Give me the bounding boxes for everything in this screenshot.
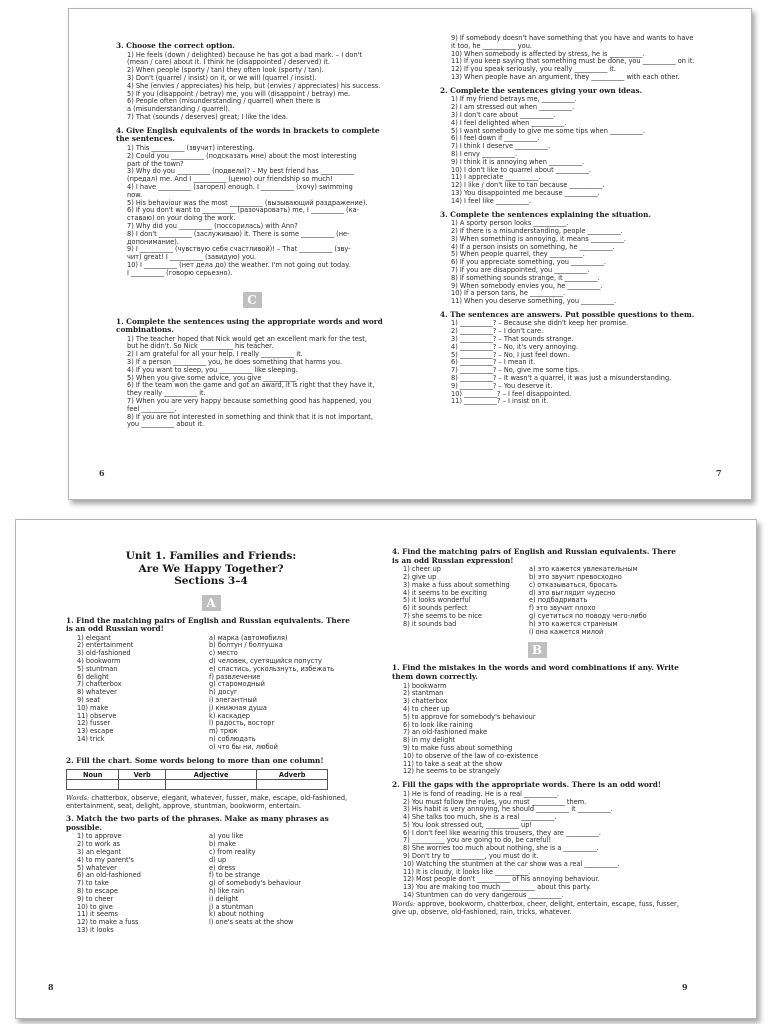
unit-title-line: Sections 3–4 xyxy=(174,575,248,587)
exercise-line: 6) If you don't want to __________ (разочаровать) me, I __________ (ка- xyxy=(127,206,359,215)
list-item: 10) make xyxy=(77,703,109,712)
exercise-line: 3) chatterbox xyxy=(403,697,448,706)
exercise-lines xyxy=(116,52,388,122)
list-item: 4) bookworm xyxy=(77,657,121,666)
section-marker-c: C xyxy=(243,292,262,308)
list-item: 1) to approve xyxy=(77,832,122,841)
exercise-line: 5) When you give some advice, you give __________. xyxy=(127,373,299,382)
exercise-line: 6) to look like raining xyxy=(403,720,473,729)
list-item: i) она кажется милой xyxy=(529,627,604,636)
list-item: 7) she seems to be nice xyxy=(403,611,482,620)
list-item: b) это звучит превосходно xyxy=(529,572,622,581)
exercise-title: 1. Find the matching pairs of English and Russian equivalents. There is an odd Russian word! xyxy=(66,615,350,634)
list-item: 3) make a fuss about something xyxy=(403,580,510,589)
exercise-line: 8) I envy __________. xyxy=(451,149,518,158)
exercise-line: 9) If somebody doesn't have something that you have and wants to have xyxy=(451,34,694,42)
page-9 xyxy=(386,520,756,1018)
exercise-line: 10) __________? – I feel disappointed. xyxy=(451,389,572,398)
list-item: m) трюк xyxy=(209,727,238,736)
fill-chart-table xyxy=(66,769,328,790)
exercise-line: 4) I have __________ (загорел) enough. I __________ (хочу) swimming xyxy=(127,182,353,191)
page-7 xyxy=(410,9,751,499)
list-item: 6) an old-fashioned xyxy=(77,871,141,880)
bottom-spread xyxy=(15,519,757,1019)
exercise-line: 5) I want somebody to give me some tips when __________. xyxy=(451,126,646,135)
exercise-line: допонимание). xyxy=(127,237,179,246)
table-header: Adverb xyxy=(257,770,328,780)
list-item: 4) it seems to be exciting xyxy=(403,588,487,597)
exercise-title: 3. Choose the correct option. xyxy=(116,41,235,50)
table-cell xyxy=(257,780,328,790)
exercise-line: 9) __________? – You deserve it. xyxy=(451,381,553,390)
exercise-line: 6) I feel down if __________. xyxy=(451,134,540,143)
exercise-title: 1. Find the mistakes in the words and word combinations if any. Write them down correctly. xyxy=(392,663,679,681)
exercise-line: 3) His habit is very annoying, he should __________ it __________. xyxy=(403,805,613,814)
exercise-line: 11) It is cloudy, it looks like __________. xyxy=(403,867,531,876)
exercise-line: 9) Don't try to __________, you must do it. xyxy=(403,852,539,861)
exercise-line: 10) I don't like to quarrel about __________. xyxy=(451,165,591,174)
list-item: 6) it sounds perfect xyxy=(403,604,468,613)
exercise-line: 2) I am stressed out when __________. xyxy=(451,103,575,112)
exercise-line: 2) If there is a misunderstanding, people __________. xyxy=(451,226,623,235)
exercise-line: 1) If my friend betrays me, __________. xyxy=(451,95,577,104)
exercise-line: 2) When people (sporty / tan) they often look (sporty / tan). xyxy=(127,66,324,75)
list-item: 13) escape xyxy=(77,727,114,736)
matching-columns xyxy=(66,833,356,934)
list-item: b) make xyxy=(209,840,236,849)
list-item: h) это кажется странным xyxy=(529,619,618,628)
exercise-line: 8) in my delight xyxy=(403,736,456,745)
right-column xyxy=(529,566,682,636)
list-item: 2) to work as xyxy=(77,840,121,849)
exercise-line: 13) You disappointed me because __________. xyxy=(451,188,600,197)
exercise-line: you __________ about it. xyxy=(127,420,204,429)
left-column xyxy=(77,833,209,934)
top-spread xyxy=(68,8,752,500)
exercise-line: 4) She talks too much, she is a real __________. xyxy=(403,813,557,822)
list-item: k) каскадер xyxy=(209,711,250,720)
exercise-line: 10) to observe of the law of co-existence xyxy=(403,751,539,760)
list-item: a) марка (автомобиля) xyxy=(209,633,288,642)
exercise-line: 8) She worries too much about nothing, she is a __________. xyxy=(403,844,599,853)
exercise-title: 4. Give English equivalents of the words in brackets to complete the sentences. xyxy=(116,125,380,144)
page-7-content xyxy=(440,35,735,406)
exercise-line: I __________ (говорю серьезно). xyxy=(127,268,233,277)
list-item: d) это выглядит чудесно xyxy=(529,588,616,597)
exercise-line: 6) __________? – I mean it. xyxy=(451,358,536,367)
exercise-line: 1) __________? – Because she didn't keep her promise. xyxy=(451,319,629,328)
exercise-line: 2) Could you __________ (подсказать мне) about the most interesting xyxy=(127,151,357,160)
exercise-line: 3) When something is annoying, it means __________. xyxy=(451,234,626,243)
exercise-line: 12) he seems to be strangely xyxy=(403,767,500,776)
exercise-line: 4) to cheer up xyxy=(403,704,450,713)
exercise-line: 10) When somebody is affected by stress, he is __________. xyxy=(451,49,645,58)
exercise-line: 5) You look stressed out, __________ up! xyxy=(403,820,533,829)
exercise-line: 8) I don't __________ (заслуживаю) it. There is some __________ (не- xyxy=(127,229,350,238)
exercise-line: 3) __________? – That sounds strange. xyxy=(451,335,574,344)
exercise-line: 7) Why did you __________ (поссорилась) with Ann? xyxy=(127,221,298,230)
word-bank xyxy=(66,794,356,810)
exercise-line: 10) I __________ (нет дела до) the weather. I'm not going out today. xyxy=(127,260,351,269)
exercise-line: 5) When people quarrel, they __________. xyxy=(451,250,585,259)
left-column xyxy=(77,635,209,752)
exercise-lines xyxy=(440,35,735,82)
exercise-line: 13) You are making too much __________ about this party. xyxy=(403,883,591,892)
list-item: g) суетиться по поводу чего-либо xyxy=(529,611,647,620)
list-item: 14) trick xyxy=(77,735,105,744)
list-item: l) one's seats at the show xyxy=(209,918,294,927)
page-6-content xyxy=(116,42,388,429)
exercise-lines xyxy=(116,145,388,278)
exercise-line: 5) If you (disappoint / betray) me, you will (disappoint / betray) me. xyxy=(127,89,351,98)
list-item: i) delight xyxy=(209,894,239,903)
exercise-title: 4. Find the matching pairs of English and Russian equivalents. There is an odd Russian expression! xyxy=(392,547,676,565)
unit-title-line: Unit 1. Families and Friends: xyxy=(125,550,297,562)
page-6 xyxy=(69,9,410,499)
exercise-line: 4) If a person insists on something, he __________. xyxy=(451,242,615,251)
list-item: k) about nothing xyxy=(209,910,264,919)
list-item: g) старомодный xyxy=(209,680,265,689)
word-bank-label: Words: xyxy=(66,794,90,803)
page-8 xyxy=(16,520,386,1018)
section-marker-a: A xyxy=(202,595,221,611)
exercise-line: 3) If a person __________ you, he does something that harms you. xyxy=(127,358,343,367)
exercise-line: 14) I feel like __________. xyxy=(451,196,531,205)
list-item: f) развлечение xyxy=(209,672,261,681)
exercise-line: 9) I think it is annoying when __________. xyxy=(451,157,585,166)
exercise-line: 6) People often (misunderstanding / quarrel) when there is xyxy=(127,97,321,106)
exercise-line: 9) I __________ (чувствую себя счастливой)! – That __________ (зву- xyxy=(127,245,351,254)
exercise-title: 1. Complete the sentences using the appropriate words and word combinations. xyxy=(116,316,383,335)
page-8-content xyxy=(66,550,356,935)
exercise-line: 2) I am grateful for all your help. I really __________ it. xyxy=(127,350,303,359)
exercise-lines xyxy=(440,96,735,205)
exercise-line: 2) __________? – I don't care. xyxy=(451,327,544,336)
exercise-line: 6) If the team won the game and got an award, it is right that they have it, xyxy=(127,381,375,390)
exercise-line: 4) If you want to sleep, you __________ like sleeping. xyxy=(127,365,298,374)
list-item: 9) seat xyxy=(77,696,100,705)
list-item: 8) to escape xyxy=(77,887,118,895)
table-header: Noun xyxy=(67,770,119,780)
list-item: 12) to make a fuss xyxy=(77,918,139,927)
exercise-lines xyxy=(440,320,735,406)
word-bank-label: Words: xyxy=(392,899,416,908)
list-item: 10) to give xyxy=(77,902,113,911)
list-item: 8) whatever xyxy=(77,688,117,697)
exercise-line: 14) Stuntmen can do very dangerous __________. xyxy=(403,891,564,900)
exercise-line: (mean / care) about it. I think he (disappointed / deserved) it. xyxy=(127,58,330,67)
matching-columns xyxy=(392,566,682,636)
list-item: 11) it seems xyxy=(77,910,118,919)
list-item: 5) it looks wonderful xyxy=(403,596,471,605)
exercise-line: 8) If something sounds strange, it __________. xyxy=(451,273,600,282)
list-item: 12) fusser xyxy=(77,719,111,728)
exercise-line: 6) If you appreciate something, you __________. xyxy=(451,258,607,267)
exercise-line: 2) stantman xyxy=(403,689,444,698)
exercise-line: 3) Don't (quarrel / insist) on it, or we will (quarrel / insist). xyxy=(127,73,317,82)
right-column xyxy=(209,833,356,934)
exercise-line: now. xyxy=(127,190,143,199)
exercise-line: 4) She (envies / appreciates) his help, but (envies / appreciates) his success. xyxy=(127,81,381,90)
exercise-line: 7) That (sounds / deserves) great; I like the idea. xyxy=(127,112,289,121)
list-item: 5) whatever xyxy=(77,863,117,872)
exercise-line: 12) If you speak seriously, you really __________ it. xyxy=(451,65,616,74)
list-item: 7) chatterbox xyxy=(77,680,122,689)
list-item: 2) entertainment xyxy=(77,641,134,650)
page-number: 6 xyxy=(99,468,105,478)
table-cell xyxy=(165,780,256,790)
exercise-line: 5) to approve for somebody's behaviour xyxy=(403,712,536,721)
list-item: 7) to take xyxy=(77,879,109,888)
list-item: f) это звучит плохо xyxy=(529,604,596,613)
list-item: d) человек, суетящийся попусту xyxy=(209,657,322,666)
exercise-title: 2. Complete the sentences giving your own ideas. xyxy=(440,85,643,95)
exercise-line: 11) If you keep saying that something must be done, you __________ on it. xyxy=(451,57,695,66)
list-item: f) to be strange xyxy=(209,871,261,880)
list-item: 4) to my parent's xyxy=(77,855,134,864)
exercise-line: 11) I appreciate __________. xyxy=(451,173,541,182)
exercise-line: чит) great! I __________ (завидую) you. xyxy=(127,253,257,262)
list-item: l) радость, восторг xyxy=(209,719,275,728)
exercise-line: 12) I like / don't like to tan because __________. xyxy=(451,181,605,190)
list-item: 5) stuntman xyxy=(77,664,118,673)
list-item: j) книжная душа xyxy=(209,703,267,712)
list-item: 2) give up xyxy=(403,572,437,581)
exercise-lines xyxy=(392,791,682,900)
exercise-line: 7) __________? – No, give me some tips. xyxy=(451,366,580,375)
exercise-line: 7) If you are disappointed, you __________. xyxy=(451,265,590,274)
exercise-line: ставаю) on your doing the work. xyxy=(127,214,236,223)
list-item: 11) observe xyxy=(77,711,117,720)
list-item: c) место xyxy=(209,649,238,658)
table-header: Adjective xyxy=(165,770,256,780)
list-item: e) подбадривать xyxy=(529,596,588,605)
table-header: Verb xyxy=(119,770,166,780)
unit-title-line: Are We Happy Together? xyxy=(138,562,284,575)
exercise-line: they really __________ it. xyxy=(127,389,206,398)
exercise-line: 8) If you are not interested in something and think that it is not important, xyxy=(127,412,373,421)
exercise-line: 6) I don't feel like wearing this trousers, they are __________. xyxy=(403,828,602,837)
exercise-line: (предал) me. And I __________ (ценю) our friendship so much! xyxy=(127,175,333,184)
exercise-line: 1) bookwarm xyxy=(403,681,447,690)
exercise-line: 11) __________? – I insist on it. xyxy=(451,397,549,406)
word-bank-words: chatterbox, observe, elegant, whatever, fusser, make, escape, old-fashioned, entertainment, seat, delight, approve, stuntman, bookworm, entertain. xyxy=(66,794,348,811)
exercise-line: 7) an old-fashioned make xyxy=(403,728,488,737)
list-item: g) of somebody's behaviour xyxy=(209,879,302,888)
exercise-title: 4. The sentences are answers. Put possible questions to them. xyxy=(440,309,695,319)
exercise-line: 7) When you are very happy because something good has happened, you xyxy=(127,397,372,406)
exercise-line: 1) A sporty person looks __________. xyxy=(451,219,569,228)
exercise-line: 11) When you deserve something, you __________. xyxy=(451,297,617,306)
table-row xyxy=(67,780,328,790)
list-item: 9) to cheer xyxy=(77,894,114,903)
exercise-line: 5) His behaviour was the most __________ (вызывающий раздражение). xyxy=(127,198,368,207)
word-bank xyxy=(392,900,682,916)
exercise-line: 3) I don't care about __________. xyxy=(451,110,556,119)
page-9-content xyxy=(392,548,682,916)
exercise-line: 8) __________? – It wasn't a quarrel, it was just a misunderstanding. xyxy=(451,374,672,383)
exercise-line: 1) This __________ (звучит) interesting. xyxy=(127,143,255,152)
list-item: 1) elegant xyxy=(77,633,111,642)
list-item: 3) an elegant xyxy=(77,848,122,857)
page-number: 8 xyxy=(48,982,54,992)
section-marker-b: B xyxy=(528,642,547,658)
list-item: 6) delight xyxy=(77,672,109,681)
list-item: a) you like xyxy=(209,832,244,841)
exercise-line: a (misunderstanding / quarrel). xyxy=(127,105,230,114)
table-cell xyxy=(119,780,166,790)
list-item: n) соблюдать xyxy=(209,735,256,744)
exercise-line: 3) Why do you __________ (подвели)? – My best friend has __________ xyxy=(127,167,354,176)
list-item: h) досуг xyxy=(209,688,238,697)
list-item: j) a stuntman xyxy=(209,902,254,911)
list-item: e) спастись, ускользнуть, избежать xyxy=(209,664,335,673)
exercise-line: it too, he __________ you. xyxy=(451,41,532,50)
exercise-line: 4) I feel delighted when __________. xyxy=(451,118,567,127)
list-item: 8) it sounds bad xyxy=(403,619,457,628)
exercise-line: 10) Watching the stuntmen at the car show was a real __________. xyxy=(403,859,620,868)
list-item: c) from reality xyxy=(209,848,256,857)
exercise-title: 2. Fill the gaps with the appropriate words. There is an odd word! xyxy=(392,780,661,790)
exercise-line: 13) When people have an argument, they __________ with each other. xyxy=(451,72,680,81)
exercise-line: 2) You must follow the rules, you must __________ them. xyxy=(403,797,587,806)
word-bank-words: approve, bookworm, chatterbox, cheer, delight, entertain, escape, fuss, fusser, give up, observe, old-fashioned, rain, tricks, whatever. xyxy=(392,899,679,916)
table-cell xyxy=(67,780,119,790)
list-item: c) отказываться, бросать xyxy=(529,580,618,589)
exercise-line: 5) __________? – No, I just feel down. xyxy=(451,350,570,359)
exercise-line: 9) to make fuss about something xyxy=(403,743,513,752)
exercise-lines xyxy=(116,336,388,430)
right-column xyxy=(209,635,356,752)
exercise-line: 1) He is fond of reading. He is a real __________. xyxy=(403,789,560,798)
exercise-lines xyxy=(392,683,682,777)
exercise-line: 7) I think I deserve __________. xyxy=(451,142,551,151)
list-item: o) что бы ни, любой xyxy=(209,742,278,751)
list-item: h) like rain xyxy=(209,887,245,895)
list-item: 1) cheer up xyxy=(403,565,441,574)
exercise-title: 3. Match the two parts of the phrases. Make as many phrases as possible. xyxy=(66,814,329,832)
exercise-line: part of the town? xyxy=(127,159,184,168)
page-number: 7 xyxy=(716,468,722,478)
list-item: i) элегантный xyxy=(209,696,257,705)
exercise-title: 3. Complete the sentences explaining the situation. xyxy=(440,209,651,219)
exercise-line: 11) to take a seat at the show xyxy=(403,759,503,768)
list-item: a) это кажется увлекательным xyxy=(529,565,638,574)
list-item: d) up xyxy=(209,855,227,864)
exercise-line: feel __________. xyxy=(127,404,177,413)
exercise-line: 1) The teacher hoped that Nick would get an excellent mark for the test, xyxy=(127,334,367,343)
unit-title xyxy=(66,550,356,588)
exercise-title: 2. Fill the chart. Some words belong to more than one column! xyxy=(66,755,324,765)
exercise-line: 9) When somebody envies you, he __________. xyxy=(451,281,603,290)
list-item: 3) old-fashioned xyxy=(77,649,131,658)
list-item: 13) it looks xyxy=(77,925,114,934)
exercise-line: 12) Most people don't __________ of his annoying behaviour. xyxy=(403,875,600,884)
exercise-line: 7) __________ you are going to do, be careful! xyxy=(403,836,552,845)
exercise-line: 4) __________? – No, it's very annoying. xyxy=(451,342,579,351)
exercise-lines xyxy=(440,220,735,306)
exercise-line: but he didn't. So Nick __________ his teacher. xyxy=(127,342,274,351)
exercise-line: 10) If a person tans, he __________. xyxy=(451,289,566,298)
list-item: e) dress xyxy=(209,863,236,872)
matching-columns xyxy=(66,635,356,752)
exercise-line: 1) He feels (down / delighted) because he has got a bad mark. – I don't xyxy=(127,50,363,59)
page-number: 9 xyxy=(682,982,688,992)
left-column xyxy=(403,566,529,636)
list-item: b) болтун / болтушка xyxy=(209,641,283,650)
